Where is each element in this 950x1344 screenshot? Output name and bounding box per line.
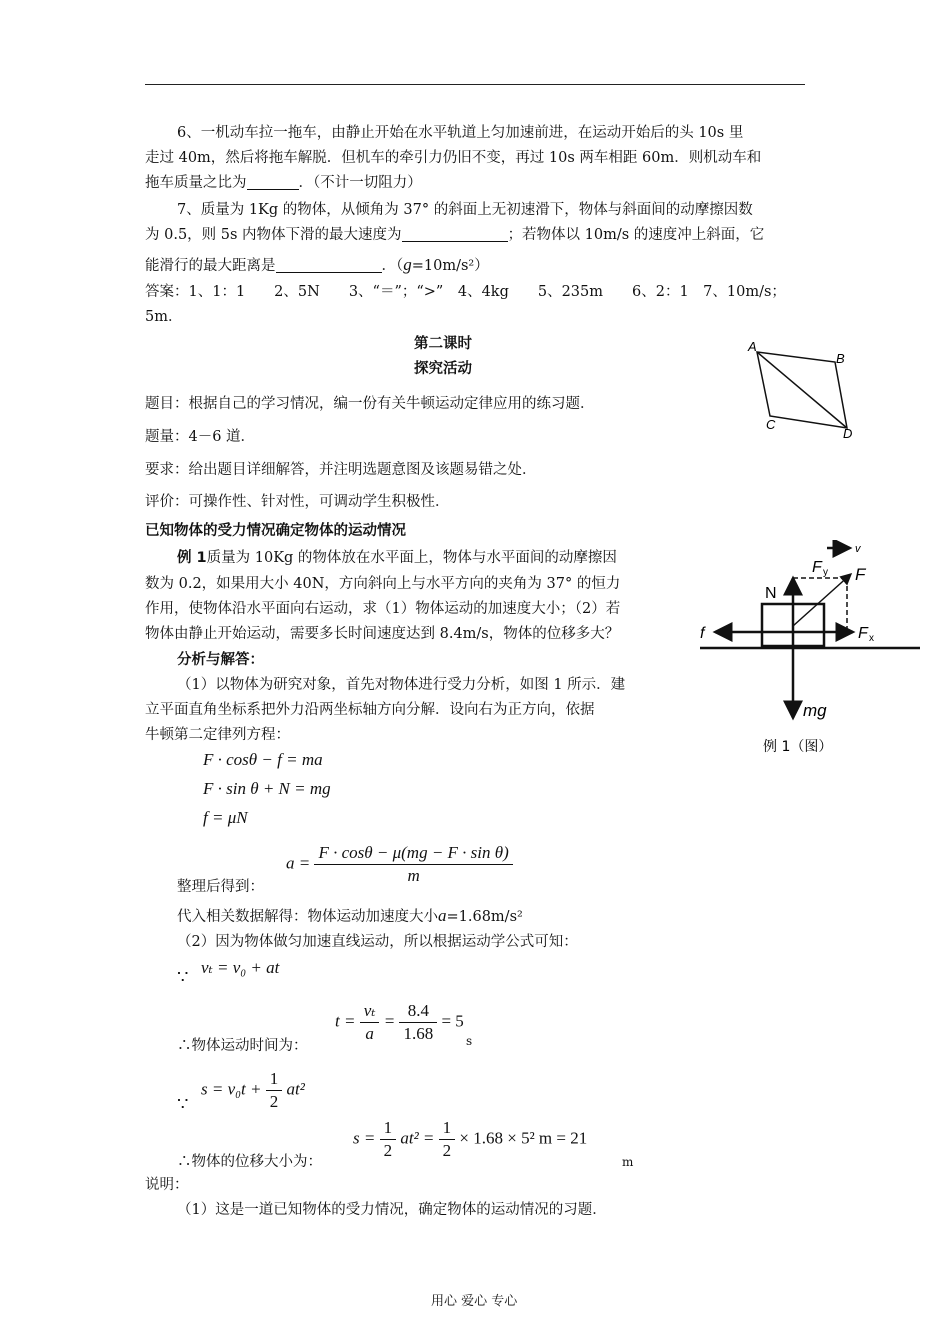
equation-s2-h1-denominator: 2 bbox=[383, 1141, 393, 1160]
equation-t-result: = 5 bbox=[441, 1011, 464, 1031]
velocity-label: v bbox=[855, 543, 861, 555]
problem-7-line-2 bbox=[145, 223, 764, 248]
equation-s2-lhs: s = bbox=[353, 1128, 376, 1148]
equation-s2-h2-denominator: 2 bbox=[442, 1141, 452, 1160]
note-1: （1）这是一道已知物体的受力情况，确定物体的运动情况的习题． bbox=[177, 1202, 607, 1218]
equation-s2-mid: at² = bbox=[400, 1128, 435, 1148]
lesson-title: 第二课时 bbox=[414, 336, 472, 352]
equation-2: F · sin θ + N = mg bbox=[203, 779, 331, 798]
example-line-3: 作用，使物体沿水平面向右运动，求（1）物体运动的加速度大小；（2）若 bbox=[145, 601, 621, 617]
friction-label: f bbox=[700, 625, 705, 642]
parallelogram-figure bbox=[740, 336, 860, 442]
unit-seconds: s bbox=[466, 1034, 473, 1048]
equation-s2 bbox=[353, 1117, 587, 1162]
equation-t-fraction-2 bbox=[399, 1000, 437, 1045]
equation-s bbox=[201, 1068, 305, 1113]
equation-s-half-denominator: 2 bbox=[269, 1092, 279, 1111]
activity-quantity: 题量：4－6 道． bbox=[145, 429, 256, 445]
g-symbol: g bbox=[403, 255, 412, 274]
unit-meters: m bbox=[622, 1155, 634, 1169]
answers-line-1: 答案：1、1：1 2、5N 3、“＝”；“>” 4、4kg 5、235m 6、2：1 7、10m/s； bbox=[145, 284, 786, 300]
a-symbol: a bbox=[438, 906, 447, 925]
because-symbol-2: ∵ bbox=[177, 1094, 189, 1115]
answer-blank bbox=[276, 256, 382, 273]
problem-6-text-a: 拖车质量之比为 bbox=[145, 175, 247, 191]
equation-s2-h2-numerator: 1 bbox=[439, 1117, 456, 1140]
problem-7-text-d: ．（ bbox=[381, 258, 404, 274]
problem-7-text-c: 能滑行的最大距离是 bbox=[145, 258, 276, 274]
example-line-2: 数为 0.2，如果用大小 40N，方向斜向上与水平方向的夹角为 37° 的恒力 bbox=[145, 576, 621, 592]
label-d: D bbox=[843, 426, 853, 441]
activity-evaluation: 评价：可操作性、针对性，可调动学生积极性． bbox=[145, 494, 450, 510]
answer-blank bbox=[402, 225, 508, 242]
displacement-label: ∴物体的位移大小为： bbox=[177, 1154, 322, 1170]
analysis-heading: 分析与解答： bbox=[177, 652, 264, 668]
example-line-1 bbox=[177, 546, 617, 571]
time-label: ∴物体运动时间为： bbox=[177, 1038, 308, 1054]
because-symbol: ∵ bbox=[177, 967, 189, 988]
arranged-label: 整理后得到： bbox=[177, 879, 264, 895]
section-heading: 已知物体的受力情况确定物体的运动情况 bbox=[145, 523, 406, 539]
problem-7-text-a: 为 0.5，则 5s 内物体下滑的最大速度为 bbox=[145, 227, 402, 243]
substitute-line bbox=[177, 903, 523, 930]
equation-s-half-numerator: 1 bbox=[266, 1068, 283, 1091]
equation-t-f2-denominator: 1.68 bbox=[403, 1024, 434, 1043]
equation-1: F · cosθ − f = ma bbox=[203, 750, 323, 769]
equation-t bbox=[335, 1000, 464, 1045]
equation-s2-half-1 bbox=[380, 1117, 397, 1162]
equation-a-denominator: m bbox=[407, 866, 420, 885]
equation-a bbox=[286, 842, 513, 887]
header-rule bbox=[145, 84, 805, 85]
activity-title: 探究活动 bbox=[414, 361, 472, 377]
problem-7-line-1: 7、质量为 1Kg 的物体，从倾角为 37° 的斜面上无初速滑下，物体与斜面间的动摩擦因数 bbox=[177, 202, 753, 218]
equation-s2-h1-numerator: 1 bbox=[380, 1117, 397, 1140]
equation-a-fraction bbox=[314, 842, 512, 887]
activity-requirement: 要求：给出题目详细解答，并注明选题意图及该题易错之处． bbox=[145, 462, 537, 478]
example-label: 例 1 bbox=[177, 550, 207, 566]
normal-force-label: N bbox=[765, 585, 777, 602]
force-diagram bbox=[695, 540, 925, 755]
example-line-4: 物体由静止开始运动，需要多长时间速度达到 8.4m/s，物体的位移多大？ bbox=[145, 626, 620, 642]
solution-1-line-2: 立平面直角坐标系把外力沿两坐标轴方向分解．设向右为正方向，依据 bbox=[145, 702, 595, 718]
page-footer: 用心 爱心 专心 bbox=[431, 1294, 518, 1309]
problem-7-text-b: ；若物体以 10m/s 的速度冲上斜面，它 bbox=[507, 227, 765, 243]
equation-t-equals: = bbox=[383, 1011, 396, 1031]
equation-s-tail: at² bbox=[286, 1079, 305, 1099]
equation-t-lhs: t = bbox=[335, 1011, 356, 1031]
equation-s2-half-2 bbox=[439, 1117, 456, 1162]
equation-t-fraction-1 bbox=[360, 1000, 380, 1045]
solution-1-line-3: 牛顿第二定律列方程： bbox=[145, 727, 290, 743]
problem-6-line-3 bbox=[145, 171, 422, 196]
a-value: =1.68m/s² bbox=[446, 909, 523, 925]
note-heading: 说明： bbox=[145, 1177, 189, 1193]
label-c: C bbox=[766, 417, 776, 432]
figure-caption: 例 1（图） bbox=[763, 739, 833, 755]
answers-line-2: 5m． bbox=[145, 309, 183, 325]
example-text-1: 质量为 10Kg 的物体放在水平面上，物体与水平面间的动摩擦因 bbox=[206, 550, 617, 566]
problem-7-text-e: =10m/s²） bbox=[411, 258, 489, 274]
problem-6-text-b: ．（不计一切阻力） bbox=[298, 175, 422, 191]
equation-s-lhs: s = v₀t + bbox=[201, 1079, 262, 1099]
problem-6-line-1: 6、一机动车拉一拖车，由静止开始在水平轨道上匀加速前进，在运动开始后的头 10s 里 bbox=[177, 125, 744, 141]
answer-blank bbox=[247, 173, 299, 190]
substitute-text: 代入相关数据解得：物体运动加速度大小 bbox=[177, 909, 438, 925]
fy-subscript: y bbox=[823, 567, 828, 578]
equation-t-f1-numerator: vₜ bbox=[360, 1000, 380, 1023]
applied-force-label: F bbox=[855, 565, 866, 584]
label-b: B bbox=[836, 351, 845, 366]
label-a: A bbox=[748, 339, 757, 354]
solution-2-line: （2）因为物体做匀加速直线运动，所以根据运动学公式可知： bbox=[177, 934, 578, 950]
problem-7-line-3 bbox=[145, 252, 489, 279]
problem-6-line-2: 走过 40m，然后将拖车解脱．但机车的牵引力仍旧不变，再过 10s 两车相距 60m．则机动车和 bbox=[145, 150, 762, 166]
equation-s2-tail: × 1.68 × 5² m = 21 bbox=[459, 1128, 588, 1148]
equation-a-lhs: a = bbox=[286, 853, 311, 873]
equation-3: f = μN bbox=[203, 808, 248, 827]
gravity-label: mg bbox=[803, 701, 827, 720]
fx-subscript: x bbox=[869, 633, 874, 644]
fx-label: F bbox=[858, 625, 868, 642]
activity-topic: 题目：根据自己的学习情况，编一份有关牛顿运动定律应用的练习题． bbox=[145, 396, 595, 412]
equation-t-f1-denominator: a bbox=[365, 1024, 374, 1043]
equation-s-half bbox=[266, 1068, 283, 1113]
solution-1-line-1: （1）以物体为研究对象，首先对物体进行受力分析，如图 1 所示．建 bbox=[177, 677, 626, 693]
equation-a-numerator: F · cosθ − μ(mg − F · sin θ) bbox=[314, 842, 512, 865]
applied-force-arrow bbox=[793, 574, 851, 626]
equation-v: vₜ = v₀ + at bbox=[201, 958, 280, 977]
equation-t-f2-numerator: 8.4 bbox=[399, 1000, 437, 1023]
fy-label: F bbox=[812, 559, 822, 576]
